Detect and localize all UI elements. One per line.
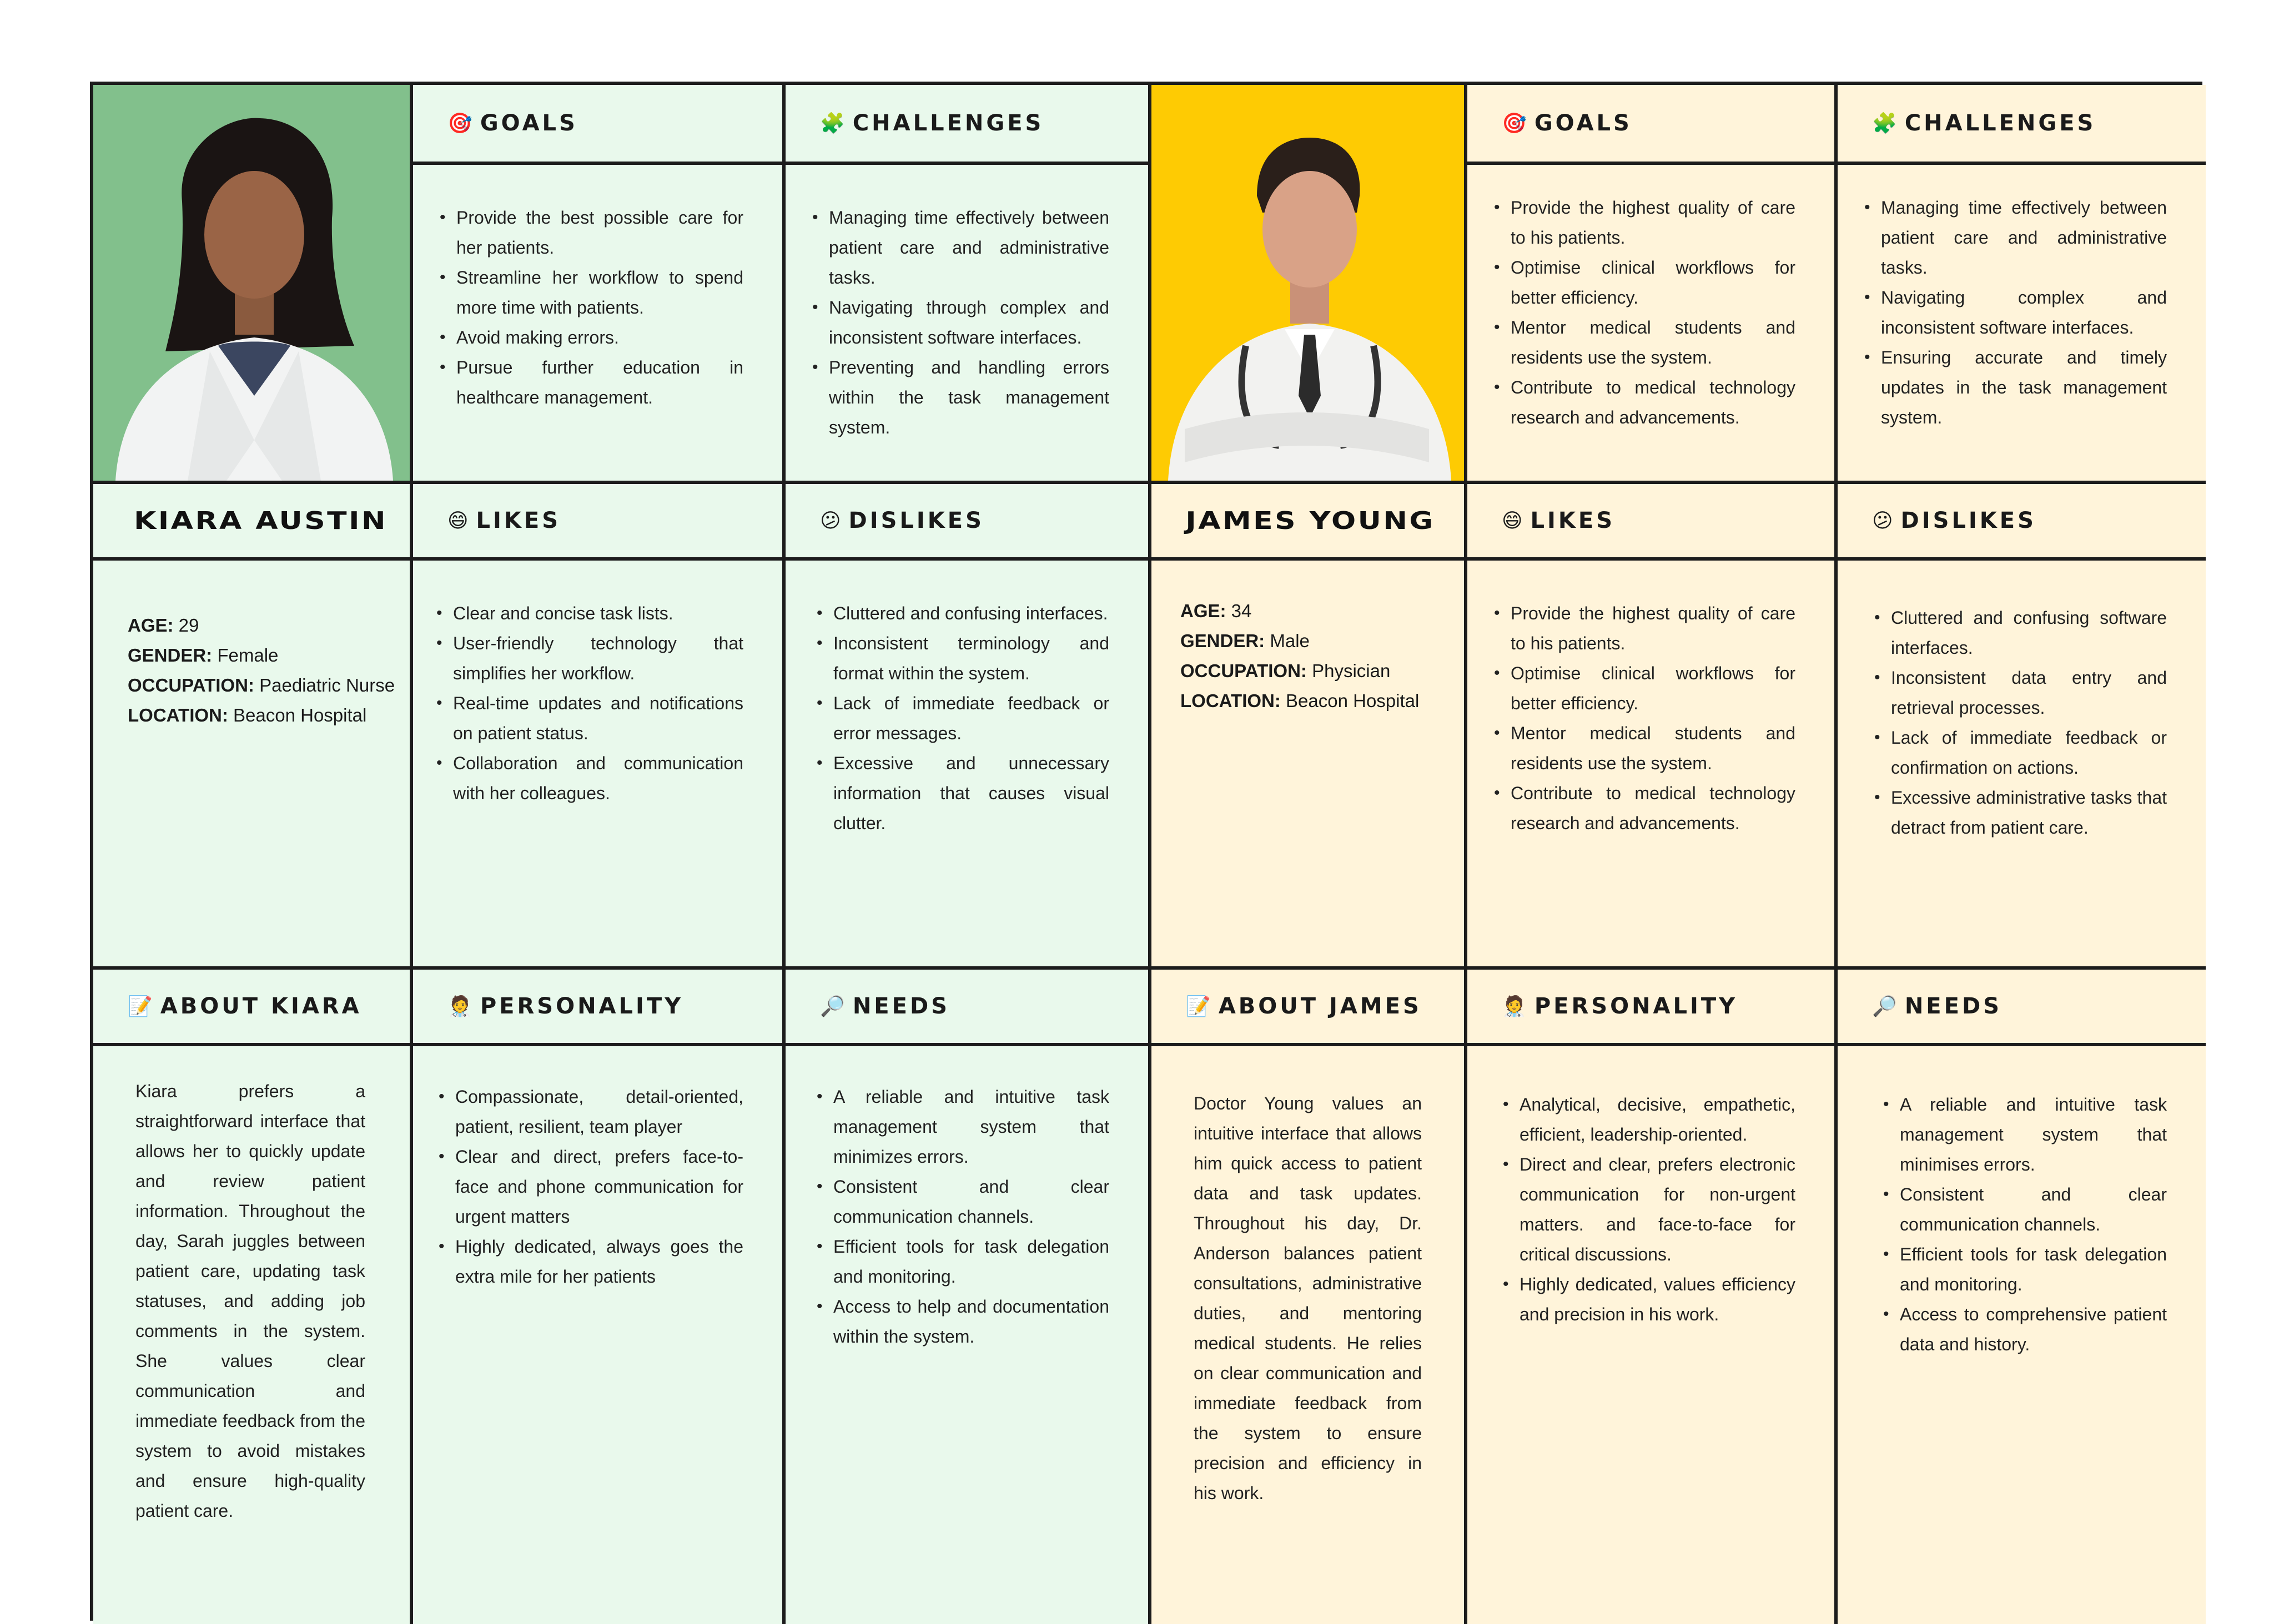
dart-icon: 🎯: [1502, 112, 1527, 135]
age-line: [1180, 596, 1464, 626]
james-portrait: [1151, 85, 1464, 481]
james-goals-list: [1467, 165, 1834, 432]
list-item: • Efficient tools for task delegation and monitoring.: [1900, 1239, 2167, 1299]
kiara-needs-header: [786, 970, 1151, 1046]
list-item: • Mentor medical students and residents use the system.: [1511, 718, 1795, 778]
list-item: • Navigating through complex and inconsistent software interfaces.: [829, 292, 1109, 352]
list-item: • Clear and direct, prefers face-to-face and phone communication for urgent matters: [455, 1142, 743, 1232]
list-item: • Inconsistent data entry and retrieval processes.: [1891, 663, 2167, 723]
james-challenges-list: [1838, 165, 2206, 432]
challenges-title: CHALLENGES: [852, 110, 1044, 136]
list-item: • A reliable and intuitive task management system that minimizes errors.: [833, 1082, 1109, 1172]
james-dislikes-header: [1838, 484, 2206, 561]
james-likes-list: [1467, 561, 1834, 838]
kiara-name-cell: [93, 484, 413, 561]
likes-title: LIKES: [1530, 508, 1616, 533]
kiara-goals-header: [413, 85, 786, 165]
list-item: • Mentor medical students and residents use the system.: [1511, 312, 1795, 372]
list-item: • Cluttered and confusing interfaces.: [833, 598, 1109, 628]
james-personality-header: [1467, 970, 1838, 1046]
gender-value: Female: [217, 645, 279, 665]
list-item: • Excessive administrative tasks that detract from patient care.: [1891, 783, 2167, 843]
list-item: • Provide the best possible care for her patients.: [456, 203, 743, 263]
kiara-personality-header: [413, 970, 786, 1046]
persona-board: [90, 82, 2202, 1621]
list-item: • Compassionate, detail-oriented, patient, resilient, team player: [455, 1082, 743, 1142]
james-about-body: [1151, 1046, 1467, 1624]
list-item: • Optimise clinical workflows for better efficiency.: [1511, 658, 1795, 718]
about-title: ABOUT KIARA: [160, 993, 362, 1019]
list-item: • Lack of immediate feedback or error messages.: [833, 688, 1109, 748]
likes-title: LIKES: [476, 508, 561, 533]
kiara-likes-list: [413, 561, 782, 808]
kiara-dislikes-header: [786, 484, 1151, 561]
list-item: • Provide the highest quality of care to his patients.: [1511, 598, 1795, 658]
james-needs-header: [1838, 970, 2206, 1046]
gender-line: [1180, 626, 1464, 656]
list-item: • Access to help and documentation within the system.: [833, 1292, 1109, 1351]
puzzle-icon: 🧩: [820, 112, 845, 135]
gender-line: [128, 640, 410, 670]
kiara-needs-body: [786, 1046, 1151, 1624]
list-item: • Analytical, decisive, empathetic, efficient, leadership-oriented.: [1520, 1090, 1795, 1149]
list-item: • Inconsistent terminology and format within the system.: [833, 628, 1109, 688]
kiara-likes-body: [413, 561, 786, 970]
list-item: • Highly dedicated, values efficiency and precision in his work.: [1520, 1269, 1795, 1329]
health-worker-icon: 🧑‍⚕️: [1502, 995, 1527, 1018]
occupation-line: [1180, 656, 1464, 686]
kiara-dislikes-list: [786, 561, 1148, 838]
list-item: • A reliable and intuitive task management system that minimises errors.: [1900, 1090, 2167, 1179]
james-dislikes-body: [1838, 561, 2206, 970]
age-value: 29: [178, 615, 199, 636]
occupation-label: OCCUPATION:: [128, 675, 254, 695]
james-personality-list: [1467, 1046, 1834, 1329]
goals-title: GOALS: [1534, 110, 1632, 136]
grin-icon: 😄: [1502, 509, 1523, 532]
dislikes-title: DISLIKES: [1900, 508, 2036, 533]
james-goals-header: [1467, 85, 1838, 165]
kiara-personality-body: [413, 1046, 786, 1624]
list-item: • Provide the highest quality of care to his patients.: [1511, 193, 1795, 253]
age-line: [128, 611, 410, 640]
needs-title: NEEDS: [852, 993, 950, 1019]
james-personality-body: [1467, 1046, 1838, 1624]
james-challenges-header: [1838, 85, 2206, 165]
james-dislikes-list: [1838, 561, 2206, 843]
confused-face-icon: 😕: [1872, 509, 1893, 532]
health-worker-icon: 🧑‍⚕️: [447, 995, 472, 1018]
kiara-challenges-header: [786, 85, 1151, 165]
kiara-challenges-body: [786, 165, 1151, 484]
list-item: • Lack of immediate feedback or confirmation on actions.: [1891, 723, 2167, 783]
list-item: • Managing time effectively between patient care and administrative tasks.: [829, 203, 1109, 292]
list-item: • Managing time effectively between patient care and administrative tasks.: [1881, 193, 2167, 283]
personality-title: PERSONALITY: [1534, 993, 1738, 1019]
kiara-likes-header: [413, 484, 786, 561]
list-item: • Access to comprehensive patient data and history.: [1900, 1299, 2167, 1359]
james-likes-body: [1467, 561, 1838, 970]
james-likes-header: [1467, 484, 1838, 561]
memo-icon: 📝: [128, 995, 153, 1018]
confused-face-icon: 😕: [820, 509, 841, 532]
james-needs-body: [1838, 1046, 2206, 1624]
list-item: • Contribute to medical technology research and advancements.: [1511, 778, 1795, 838]
occupation-label: OCCUPATION:: [1180, 660, 1307, 681]
location-line: [128, 700, 410, 730]
list-item: • Highly dedicated, always goes the extra mile for her patients: [455, 1232, 743, 1292]
list-item: • Direct and clear, prefers electronic communication for non-urgent matters. and face-to-face for critical discussions.: [1520, 1149, 1795, 1269]
occupation-line: [128, 670, 410, 700]
list-item: • User-friendly technology that simplifies her workflow.: [453, 628, 743, 688]
personality-title: PERSONALITY: [480, 993, 684, 1019]
list-item: • Real-time updates and notifications on patient status.: [453, 688, 743, 748]
location-value: Beacon Hospital: [233, 705, 367, 725]
list-item: • Collaboration and communication with her colleagues.: [453, 748, 743, 808]
list-item: • Clear and concise task lists.: [453, 598, 743, 628]
kiara-photo: [93, 85, 413, 484]
list-item: • Streamline her workflow to spend more time with patients.: [456, 263, 743, 322]
james-challenges-body: [1838, 165, 2206, 484]
list-item: • Excessive and unnecessary information that causes visual clutter.: [833, 748, 1109, 838]
list-item: • Preventing and handling errors within the task management system.: [829, 352, 1109, 442]
list-item: • Contribute to medical technology research and advancements.: [1511, 372, 1795, 432]
challenges-title: CHALLENGES: [1904, 110, 2096, 136]
gender-label: GENDER:: [1180, 631, 1265, 651]
goals-title: GOALS: [480, 110, 578, 136]
magnifier-icon: 🔎: [820, 995, 845, 1018]
dart-icon: 🎯: [447, 112, 472, 135]
kiara-portrait: [93, 85, 410, 481]
james-name-cell: [1151, 484, 1467, 561]
james-info: [1151, 561, 1467, 970]
list-item: • Consistent and clear communication channels.: [833, 1172, 1109, 1232]
persona-name: JAMES YOUNG: [1185, 506, 1435, 535]
kiara-personality-list: [413, 1046, 782, 1292]
persona-name: KIARA AUSTIN: [134, 506, 388, 535]
kiara-goals-list: [413, 165, 782, 412]
list-item: • Efficient tools for task delegation and monitoring.: [833, 1232, 1109, 1292]
age-value: 34: [1231, 601, 1252, 621]
grin-icon: 😄: [447, 509, 469, 532]
location-line: [1180, 686, 1464, 716]
james-goals-body: [1467, 165, 1838, 484]
list-item: • Optimise clinical workflows for better efficiency.: [1511, 253, 1795, 312]
james-photo: [1151, 85, 1467, 484]
about-text: Kiara prefers a straightforward interface that allows her to quickly update and review patient information. Throughout the day, Sarah juggles between patient care, updating task statuses, and adding job comments in the system. She values clear communication and immediate feedback from the system to avoid mistakes and ensure high-quality patient care.: [135, 1081, 365, 1521]
list-item: • Cluttered and confusing software interfaces.: [1891, 603, 2167, 663]
james-needs-list: [1838, 1046, 2206, 1359]
kiara-needs-list: [786, 1046, 1148, 1351]
location-label: LOCATION:: [128, 705, 228, 725]
memo-icon: 📝: [1186, 995, 1211, 1018]
location-label: LOCATION:: [1180, 690, 1281, 711]
location-value: Beacon Hospital: [1286, 690, 1420, 711]
james-about-header: [1151, 970, 1467, 1046]
gender-value: Male: [1270, 631, 1310, 651]
puzzle-icon: 🧩: [1872, 112, 1897, 135]
kiara-dislikes-body: [786, 561, 1151, 970]
dislikes-title: DISLIKES: [848, 508, 984, 533]
kiara-challenges-list: [786, 165, 1148, 442]
magnifier-icon: 🔎: [1872, 995, 1897, 1018]
list-item: • Ensuring accurate and timely updates in the task management system.: [1881, 342, 2167, 432]
kiara-goals-body: [413, 165, 786, 484]
occupation-value: Physician: [1312, 660, 1391, 681]
list-item: • Navigating complex and inconsistent software interfaces.: [1881, 283, 2167, 342]
kiara-about-body: [93, 1046, 413, 1624]
about-title: ABOUT JAMES: [1218, 993, 1422, 1019]
age-label: AGE:: [128, 615, 174, 636]
occupation-value: Paediatric Nurse: [259, 675, 395, 695]
age-label: AGE:: [1180, 601, 1226, 621]
about-text: Doctor Young values an intuitive interface that allows him quick access to patient data and task updates. Throughout his day, Dr. Anderson balances patient consultations, administrative duties, and mentoring medical students. He relies on clear communication and immediate feedback from the system to ensure precision and efficiency in his work.: [1194, 1093, 1422, 1503]
gender-label: GENDER:: [128, 645, 213, 665]
needs-title: NEEDS: [1904, 993, 2002, 1019]
list-item: • Consistent and clear communication channels.: [1900, 1179, 2167, 1239]
kiara-about-header: [93, 970, 413, 1046]
list-item: • Avoid making errors.: [456, 322, 743, 352]
list-item: • Pursue further education in healthcare management.: [456, 352, 743, 412]
kiara-info: [93, 561, 413, 970]
